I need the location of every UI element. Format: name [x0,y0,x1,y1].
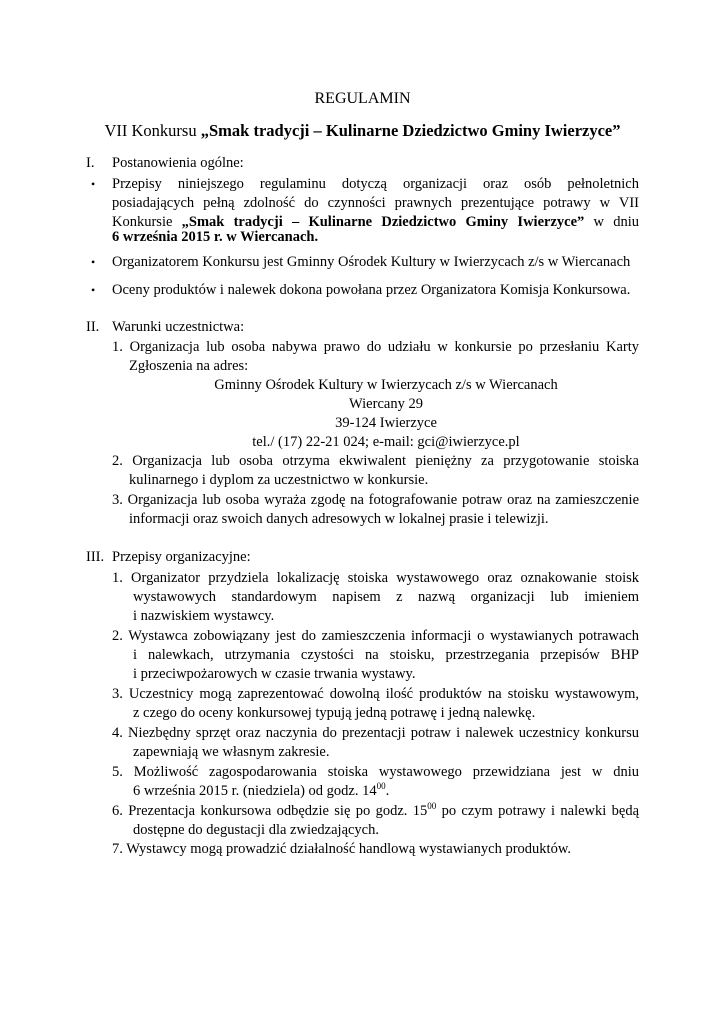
subtitle-bold: „Smak tradycji – Kulinarne Dziedzictwo Gminy Iwierzyce” [200,121,621,140]
section-3-numeral: III. [86,549,105,565]
s2-item3-line1: 3. Organizacja lub osoba wyraża zgodę na fotografowanie potraw oraz na zamieszczenie [112,492,639,508]
document-subtitle [0,121,725,140]
section-2-numeral: II. [86,319,100,335]
section-3-heading: Przepisy organizacyjne: [112,549,251,565]
s3-item6-line1 [112,802,639,821]
s1-bullet1-line3-prefix: Konkursie [112,214,182,230]
s2-item2-line1: 2. Organizacja lub osoba otrzyma ekwiwalent pieniężny za przygotowanie stoiska [112,453,639,469]
bullet-icon: • [91,283,96,297]
s1-bullet1-line3-suffix: w dniu [584,214,640,230]
s1-bullet1-line2: posiadających pełną zdolność do czynności prawnych prezentujące potrawy w VII [112,195,639,211]
address-line-4: tel./ (17) 22-21 024; e-mail: gci@iwierzyce.pl [252,434,520,450]
s3-item5-line1: 5. Możliwość zagospodarowania stoiska wystawowego przewidziana jest w dniu [112,764,639,780]
s3-item2-line1: 2. Wystawca zobowiązany jest do zamieszczenia informacji o wystawianych potrawach [112,628,639,644]
s3-item5-line2-sup: 00 [376,781,386,791]
s1-bullet1-line4 [112,228,318,247]
document-title: REGULAMIN [314,90,411,107]
s1-bullet3: Oceny produktów i nalewek dokona powołana przez Organizatora Komisja Konkursowa. [112,282,631,298]
section-1-heading: Postanowienia ogólne: [112,155,244,171]
s2-item1-line1: 1. Organizacja lub osoba nabywa prawo do udziału w konkursie po przesłaniu Karty [112,339,639,355]
s3-item5-line2 [133,782,389,801]
s3-item5-line2-suffix: . [385,783,390,799]
section-1-numeral: I. [86,155,95,171]
s3-item2-line2: i nalewkach, utrzymania czystości na stoisku, przestrzegania przepisów BHP [133,647,639,663]
subtitle-prefix: VII Konkursu [104,121,201,140]
s1-bullet1-line4-bold: 6 września 2015 r. w Wiercanach. [112,229,319,245]
s1-bullet1-line1: Przepisy niniejszego regulaminu dotyczą organizacji oraz osób pełnoletnich [112,176,639,192]
address-line-3: 39-124 Iwierzyce [335,415,437,431]
s2-item1-line2: Zgłoszenia na adres: [129,358,249,374]
s2-item2-line2: kulinarnego i dyplom za uczestnictwo w konkursie. [129,472,429,488]
s3-item4-line1: 4. Niezbędny sprzęt oraz naczynia do prezentacji potraw i nalewek uczestnicy konkursu [112,725,639,741]
s3-item6-line1-prefix: 6. Prezentacja konkursowa odbędzie się po godz. 15 [112,803,428,819]
s3-item6-line1-sup: 00 [427,801,437,811]
s1-bullet1-line3-bold: „Smak tradycji – Kulinarne Dziedzictwo Gminy Iwierzyce” [181,214,585,230]
address-line-2: Wiercany 29 [349,396,423,412]
bullet-icon: • [91,177,96,191]
section-2-heading: Warunki uczestnictwa: [112,319,245,335]
s3-item1-line2: wystawowych standardowym napisem z nazwą organizacji lub imieniem [133,589,639,605]
address-line-1: Gminny Ośrodek Kultury w Iwierzycach z/s w Wiercanach [214,377,558,393]
s3-item1-line1: 1. Organizator przydziela lokalizację stoiska wystawowego oraz oznakowanie stoisk [112,570,639,586]
s3-item3-line2: z czego do oceny konkursowej typują jedną potrawę i jedną nalewkę. [133,705,536,721]
s2-item3-line2: informacji oraz swoich danych adresowych w lokalnej prasie i telewizji. [129,511,549,527]
s3-item1-line3: i nazwiskiem wystawcy. [133,608,275,624]
s3-item7: 7. Wystawcy mogą prowadzić działalność handlową wystawianych produktów. [112,841,571,857]
s3-item5-line2-prefix: 6 września 2015 r. (niedziela) od godz. 14 [133,783,377,799]
bullet-icon: • [91,255,96,269]
s3-item2-line3: i przeciwpożarowych w czasie trwania wystawy. [133,666,416,682]
s3-item6-line2: dostępne do degustacji dla zwiedzających. [133,822,379,838]
s3-item4-line2: zapewniają we własnym zakresie. [133,744,330,760]
s3-item3-line1: 3. Uczestnicy mogą zaprezentować dowolną ilość produktów na stoisku wystawowym, [112,686,639,702]
s1-bullet2: Organizatorem Konkursu jest Gminny Ośrodek Kultury w Iwierzycach z/s w Wiercanach [112,254,631,270]
s3-item6-line1-suffix: po czym potrawy i nalewki będą [436,803,640,819]
